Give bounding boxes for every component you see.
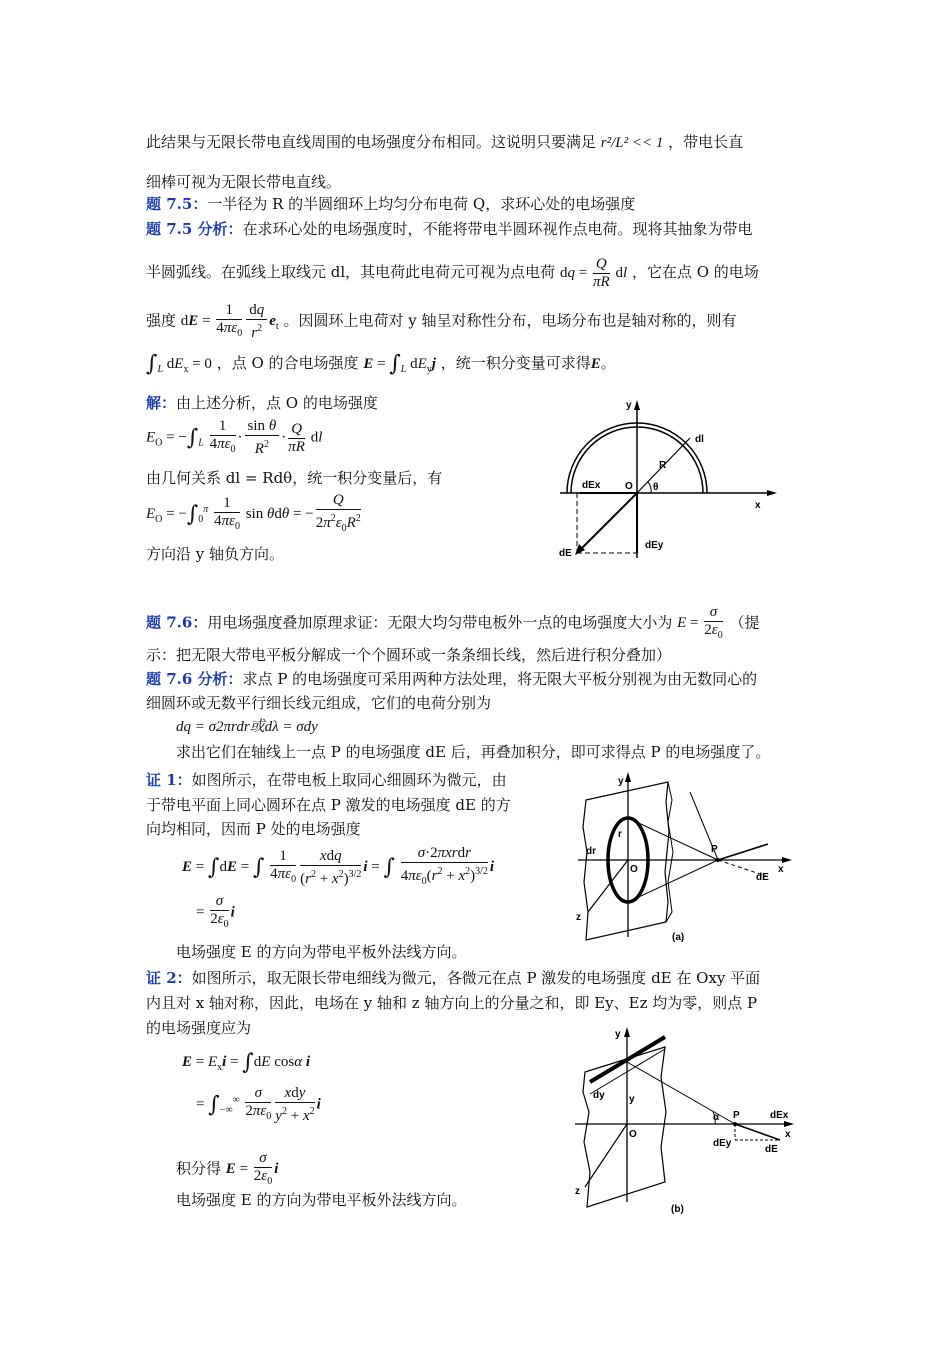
analysis-label: 题 7.6 分析：	[146, 670, 243, 688]
text-line: 电场强度 E 的方向为带电平板外法线方向。	[176, 1191, 467, 1209]
label-dl: dl	[695, 434, 704, 445]
paragraph-text: （提	[729, 613, 760, 632]
arrow-icon	[625, 772, 631, 782]
field-vector	[718, 844, 768, 860]
text-line	[146, 219, 753, 239]
analysis-text: 在求环心处的电场强度时，不能将带电半圆环视作点电荷。现将其抽象为带电	[242, 220, 753, 238]
text-line	[146, 132, 743, 153]
semicircle-figure	[555, 398, 780, 563]
label-theta: θ	[653, 482, 659, 493]
proof-label: 证 1：	[146, 771, 192, 789]
text-line: 示：把无限大带电平板分解成一个个圆环或一条条细长线，然后进行积分叠加）	[146, 646, 672, 664]
text-line: 于带电平面上同心圆环在点 P 激发的电场强度 dE 的方	[146, 796, 511, 814]
formula-dq-sigma: dq = σ2πrdr或dλ = σdy	[176, 719, 318, 735]
formula-E-sigma: E = $\frac{\sigma}{2\varepsilon_0}$	[677, 604, 723, 641]
label-y: y	[618, 776, 624, 787]
text-line	[146, 302, 736, 342]
paragraph-text: ，带电长直	[668, 133, 744, 151]
text-line: 方向沿 y 轴负方向。	[146, 545, 285, 563]
solution-label: 解：	[146, 394, 177, 412]
analysis-text: 求点 P 的电场强度可采用两种方法处理，将无限大平板分别视为由无数同心的	[242, 670, 758, 688]
label-dEx: dEx	[770, 1110, 789, 1121]
text-line: 细棒可视为无限长带电直线。	[146, 173, 342, 191]
figure-caption: (a)	[672, 932, 685, 943]
analysis-label: 题 7.5 分析：	[146, 220, 243, 238]
label-z: z	[576, 912, 581, 923]
text-line: 求出它们在轴线上一点 P 的电场强度 dE 后，再叠加积分，即可求得点 P 的电场强度了。	[176, 743, 771, 761]
label-dEy: dEy	[713, 1138, 732, 1149]
label-r: r	[618, 829, 622, 840]
label-dE: dE	[756, 872, 769, 883]
text-line	[146, 770, 507, 790]
label-O: O	[629, 1129, 637, 1140]
label-O: O	[625, 481, 633, 492]
label-dy: dy	[593, 1090, 605, 1101]
punctuation: 。	[600, 354, 616, 372]
proof-text: 如图所示，取无限长带电细线为微元，各微元在点 P 激发的电场强度 dE 在 Oxy 平面	[191, 969, 761, 987]
label-dEy: dEy	[645, 540, 664, 551]
figure-caption: (b)	[671, 1204, 684, 1214]
arrow-icon	[624, 1027, 630, 1037]
label-P: P	[711, 844, 718, 855]
text-line: 内且对 x 轴对称，因此，电场在 y 轴和 z 轴方向上的分量之和，即 Ey、Ez 均为零，则点 P	[146, 994, 758, 1012]
proof-label: 证 2：	[146, 969, 192, 987]
formula-EO-result: $E_O = -\int_0^\pi$ $\frac{1}{4\pi\varepsilon_0}$ sin θdθ = − $\frac{Q}{2\pi^2\varepsilon_0R^2}$	[146, 492, 361, 534]
formula-proof1-result: = $\frac{\sigma}{2\varepsilon_0}$ i	[196, 893, 235, 930]
problem-label: 题 7.6：	[146, 613, 208, 632]
problem-label: 题 7.5：	[146, 195, 208, 213]
arrow-icon	[634, 400, 640, 410]
label-O: O	[630, 864, 638, 875]
formula-EO: $E_O = -\int_L$ $\frac{1}{4\pi\varepsilon_0}$ · $\frac{\text{sin θ}}{R^2}$ · $\frac{Q}{\pi R}$ dl	[146, 418, 323, 457]
label-alpha: α	[713, 1112, 720, 1123]
formula-E-total: $E = \int_L$ $dE_yj$	[363, 351, 436, 377]
text-line: 电场强度 E 的方向为带电平板外法线方向。	[176, 943, 467, 961]
label-dE: dE	[765, 1144, 778, 1155]
proof-text: 如图所示，在带电板上取同心细圆环为微元，由	[191, 771, 507, 789]
label-y-inner: y	[629, 1094, 635, 1105]
text-line	[146, 968, 760, 988]
label-dE: dE	[559, 548, 572, 559]
text-line: 由几何关系 dl = Rdθ，统一积分变量后，有	[146, 469, 443, 487]
label-x: x	[778, 864, 784, 875]
z-axis	[585, 1124, 627, 1187]
problem-text: 一半径为 R 的半圆细环上均匀分布电荷 Q，求环心处的电场强度	[207, 195, 636, 213]
text-line: 细圆环或无数平行细长线元组成，它们的电荷分别为	[146, 694, 492, 712]
formula-sum-x: $\int_L$ $dE_x = 0$	[146, 351, 212, 377]
plate-outline	[583, 782, 669, 940]
paragraph-text: 此结果与无限长带电直线周围的电场强度分布相同。这说明只要满足	[146, 133, 597, 151]
text-line	[176, 1150, 278, 1190]
point-P	[716, 858, 720, 862]
ray-line	[628, 860, 718, 902]
text-line	[146, 353, 616, 380]
paragraph-text: ，点 O 的合电场强度	[216, 354, 359, 372]
problem-text: 用电场强度叠加原理求证：无限大均匀带电板外一点的电场强度大小为	[207, 613, 673, 632]
label-dr: dr	[586, 846, 596, 857]
ring-figure	[568, 772, 793, 944]
paragraph-text: ，它在点 O 的电场	[631, 262, 759, 281]
strip-figure	[565, 1022, 795, 1214]
paragraph-text: 强度	[146, 311, 177, 330]
text-line	[146, 393, 378, 413]
formula-proof2: $E = E_xi = \int dE$ cosα i	[182, 1050, 310, 1075]
inline-formula: r²/L² << 1	[600, 135, 664, 151]
text-line	[146, 256, 759, 291]
label-x: x	[755, 500, 761, 511]
formula-proof2-result: E = $\frac{\sigma}{2\varepsilon_0}$ i	[225, 1150, 279, 1187]
text-line: 的电场强度应为	[146, 1019, 252, 1037]
paragraph-text: ，统一积分变量可求得	[440, 354, 591, 372]
label-P: P	[733, 1110, 740, 1121]
text-line	[146, 669, 757, 689]
formula-proof1: E = ∫dE = ∫ $\frac{1}{4\pi\varepsilon_0}$ $\frac{\text{xdq}}{(r^2 + x^2)^{3/2}}$ i = ∫ $\frac{\text{σ·2πxrdr}}{4\pi\varepsilon_0(r^2 + x^2)^{3/2}}$ i	[182, 845, 495, 887]
label-y: y	[615, 1029, 621, 1040]
formula-dE: dE = $\frac{1}{4\pi\varepsilon_0}$ $\frac{dq}{r^2}$ $e_t$	[180, 302, 279, 341]
text-line	[146, 604, 759, 644]
bold-symbol: E	[590, 356, 601, 372]
text-line	[146, 194, 635, 214]
solution-text: 由上述分析，点 O 的电场强度	[176, 394, 378, 412]
formula-proof2-integral: = $\int_{-\infty}^\infty$ $\frac{\sigma}{2\pi\varepsilon_0}$ $\frac{\text{xdy}}{y^2 + x^2}$ i	[196, 1085, 321, 1124]
text-line: 向均相同，因而 P 处的电场强度	[146, 820, 361, 838]
label-y: y	[626, 400, 632, 411]
paragraph-text: 半圆弧线。在弧线上取线元 dl，其电荷此电荷元可视为点电荷	[146, 262, 556, 281]
arrow-icon	[767, 490, 777, 496]
label-x: x	[785, 1129, 791, 1140]
label-R: R	[659, 460, 667, 471]
angle-arc	[648, 482, 651, 493]
paragraph-text: 积分得	[176, 1159, 222, 1178]
label-dEx: dEx	[582, 480, 601, 491]
field-vector	[735, 1124, 780, 1140]
arrow-icon	[784, 1121, 794, 1127]
dE-vector	[577, 493, 637, 553]
arrow-icon	[782, 857, 792, 863]
formula-dq: dq = $\frac{Q}{\pi R}$ dl	[559, 256, 628, 290]
label-z: z	[575, 1186, 580, 1197]
paragraph-text: 。因圆环上电荷对 y 轴呈对称性分布，电场分布也是轴对称的，则有	[283, 311, 737, 330]
point-P	[733, 1122, 737, 1126]
